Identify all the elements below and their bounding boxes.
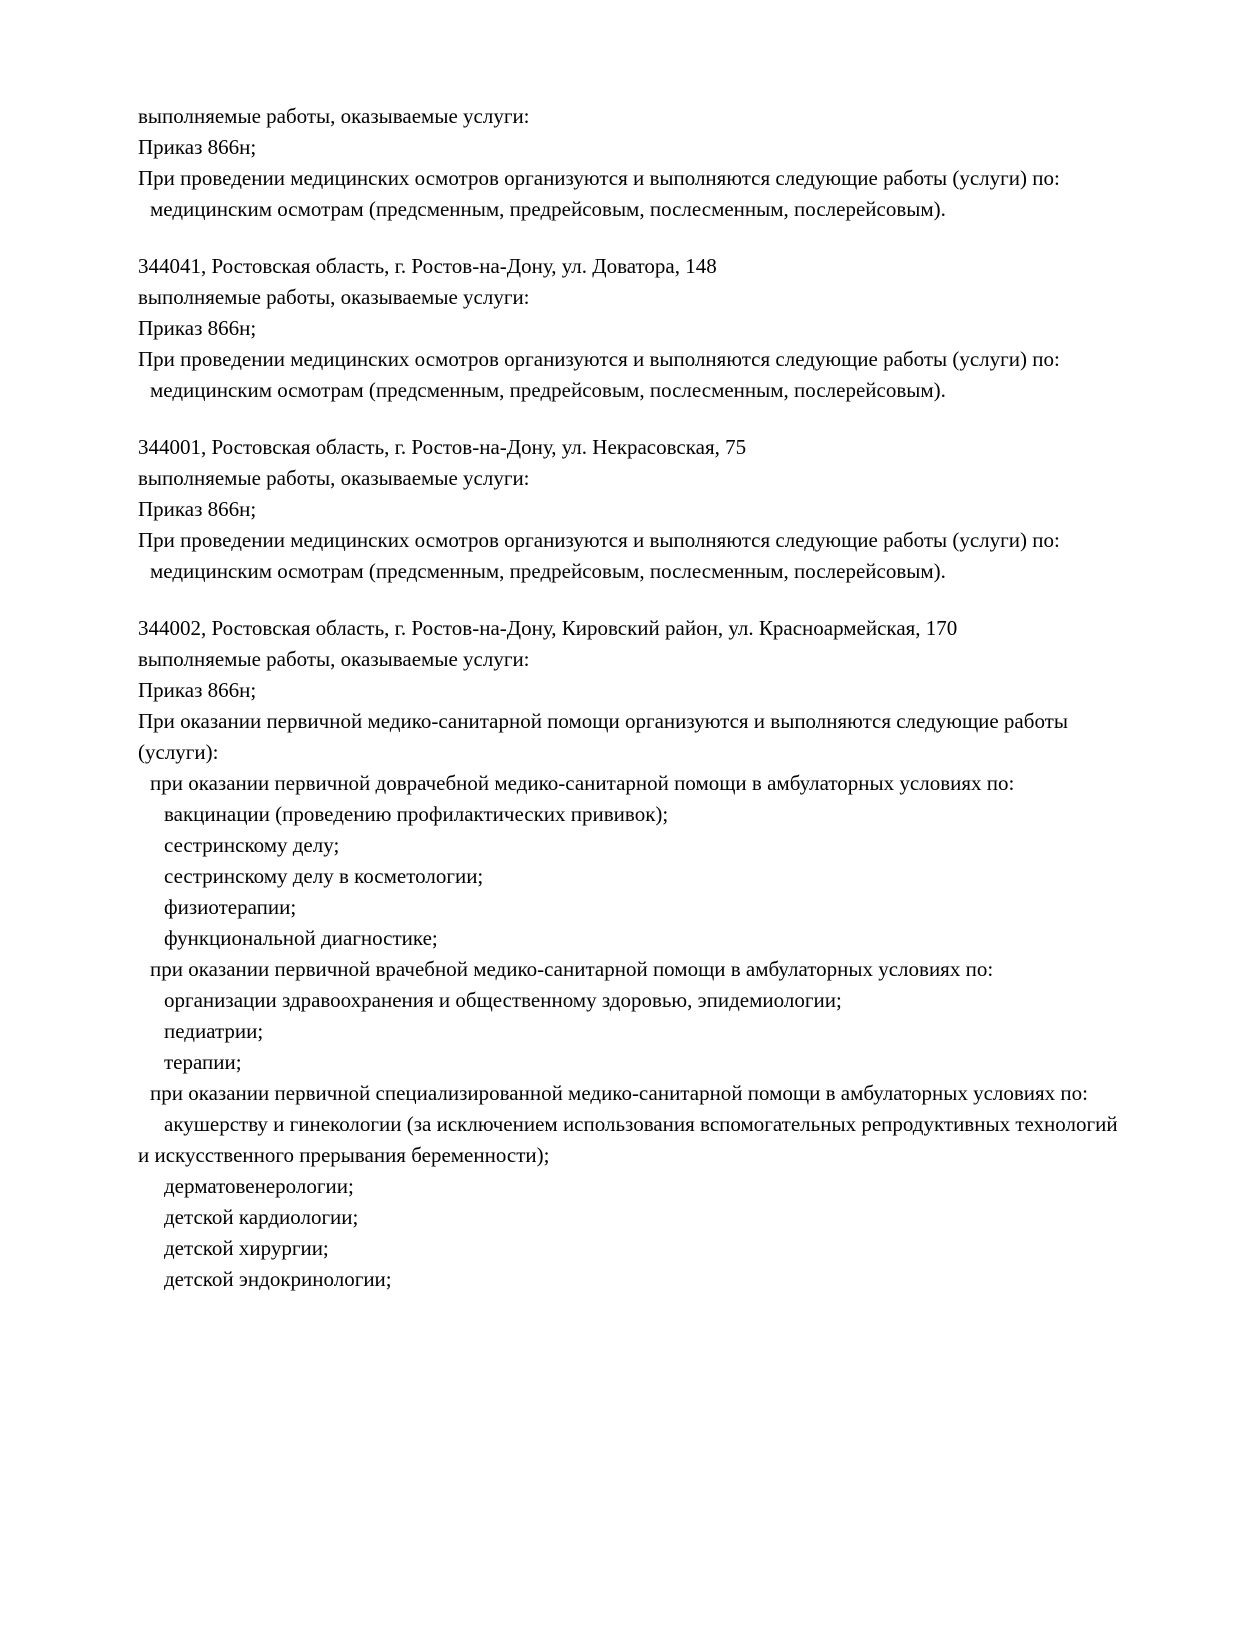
text-line: организации здравоохранения и общественному здоровью, эпидемиологии; xyxy=(164,988,842,1012)
text-line: акушерству и гинекологии (за исключением использования вспомогательных репродуктивных технологий и искусственного прерывания беременности); xyxy=(138,1112,1118,1167)
license-entry-block xyxy=(138,613,1130,1295)
text-line: Приказ 866н; xyxy=(138,678,257,702)
text-line: Приказ 866н; xyxy=(138,135,257,159)
license-entry-block xyxy=(138,251,1130,406)
text-line: сестринскому делу; xyxy=(164,833,340,857)
text-line: физиотерапии; xyxy=(164,895,297,919)
license-entry-block xyxy=(138,432,1130,587)
address-line: 344041, Ростовская область, г. Ростов-на-Дону, ул. Доватора, 148 xyxy=(138,254,717,278)
text-line: при оказании первичной врачебной медико-санитарной помощи в амбулаторных условиях по: xyxy=(150,957,994,981)
text-line: педиатрии; xyxy=(164,1019,264,1043)
address-line: 344002, Ростовская область, г. Ростов-на-Дону, Кировский район, ул. Красноармейская, 170 xyxy=(138,616,958,640)
text-line: вакцинации (проведению профилактических прививок); xyxy=(164,802,669,826)
text-line: медицинским осмотрам (предсменным, предрейсовым, послесменным, послерейсовым). xyxy=(150,378,946,402)
text-line: детской хирургии; xyxy=(164,1236,329,1260)
text-line: Приказ 866н; xyxy=(138,497,257,521)
text-line: дерматовенерологии; xyxy=(164,1174,354,1198)
text-line: детской эндокринологии; xyxy=(164,1267,392,1291)
text-line: При оказании первичной медико-санитарной помощи организуются и выполняются следующие работы (услуги): xyxy=(138,709,1068,764)
license-entry-block xyxy=(138,101,1130,225)
text-line: функциональной диагностике; xyxy=(164,926,438,950)
text-line: сестринскому делу в косметологии; xyxy=(164,864,484,888)
text-line: выполняемые работы, оказываемые услуги: xyxy=(138,647,530,671)
document-body xyxy=(138,101,1130,1295)
text-line: При проведении медицинских осмотров организуются и выполняются следующие работы (услуги) по: xyxy=(138,347,1060,371)
text-line: выполняемые работы, оказываемые услуги: xyxy=(138,466,530,490)
text-line: Приказ 866н; xyxy=(138,316,257,340)
text-line: при оказании первичной специализированной медико-санитарной помощи в амбулаторных условиях по: xyxy=(150,1081,1089,1105)
address-line: 344001, Ростовская область, г. Ростов-на-Дону, ул. Некрасовская, 75 xyxy=(138,435,747,459)
text-line: медицинским осмотрам (предсменным, предрейсовым, послесменным, послерейсовым). xyxy=(150,559,946,583)
text-line: медицинским осмотрам (предсменным, предрейсовым, послесменным, послерейсовым). xyxy=(150,197,946,221)
text-line: выполняемые работы, оказываемые услуги: xyxy=(138,104,530,128)
text-line: при оказании первичной доврачебной медико-санитарной помощи в амбулаторных условиях по: xyxy=(150,771,1015,795)
text-line: При проведении медицинских осмотров организуются и выполняются следующие работы (услуги) по: xyxy=(138,528,1060,552)
text-line: детской кардиологии; xyxy=(164,1205,359,1229)
text-line: терапии; xyxy=(164,1050,242,1074)
text-line: выполняемые работы, оказываемые услуги: xyxy=(138,285,530,309)
text-line: При проведении медицинских осмотров организуются и выполняются следующие работы (услуги) по: xyxy=(138,166,1060,190)
